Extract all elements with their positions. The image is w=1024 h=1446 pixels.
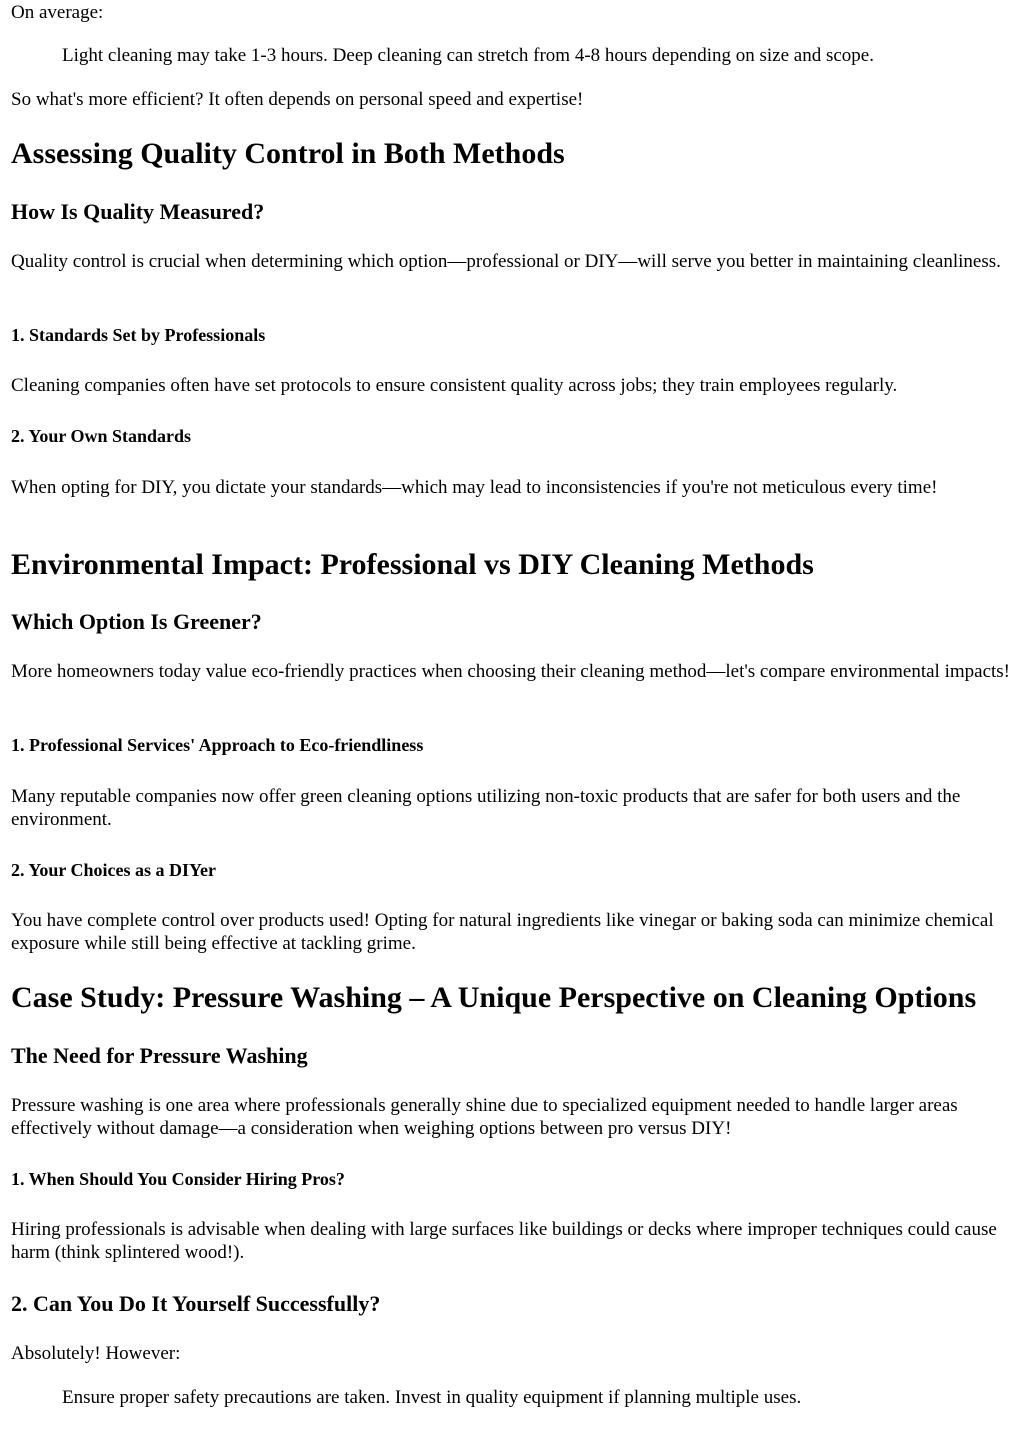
point-heading: 2. Your Own Standards [11, 426, 192, 446]
paragraph: Quality control is crucial when determining which option—professional or DIY—will serve you better in maintaining cleanliness. [11, 251, 1001, 272]
paragraph: Hiring professionals is advisable when dealing with large surfaces like buildings or decks where improper techniques could cause harm (think splintered wood!). [11, 1219, 997, 1263]
paragraph: So what's more efficient? It often depends on personal speed and expertise! [11, 89, 584, 110]
paragraph: You have complete control over products used! Opting for natural ingredients like vinegar or baking soda can minimize chemical exposure while still being effective at tackling grime. [11, 910, 994, 954]
paragraph: More homeowners today value eco-friendly practices when choosing their cleaning method—let's compare environmental impacts! [11, 661, 1011, 682]
blockquote: Ensure proper safety precautions are taken. Invest in quality equipment if planning multiple uses. [62, 1387, 802, 1408]
paragraph: When opting for DIY, you dictate your standards—which may lead to inconsistencies if you're not meticulous every time! [11, 477, 938, 498]
section-heading: Environmental Impact: Professional vs DIY Cleaning Methods [11, 548, 814, 581]
section-heading: Assessing Quality Control in Both Methods [11, 137, 565, 170]
paragraph: Many reputable companies now offer green cleaning options utilizing non-toxic products that are safer for both users and the environment. [11, 786, 961, 830]
point-heading: 2. Your Choices as a DIYer [11, 860, 216, 880]
point-heading: 1. When Should You Consider Hiring Pros? [11, 1169, 345, 1189]
section-heading: Case Study: Pressure Washing – A Unique Perspective on Cleaning Options [11, 981, 977, 1014]
subsection-heading: 2. Can You Do It Yourself Successfully? [11, 1291, 381, 1316]
paragraph: Pressure washing is one area where professionals generally shine due to specialized equipment needed to handle larger areas effectively without damage—a consideration when weighing options between pro versus DIY! [11, 1095, 958, 1139]
paragraph: Cleaning companies often have set protocols to ensure consistent quality across jobs; they train employees regularly. [11, 375, 898, 396]
subsection-heading: The Need for Pressure Washing [11, 1043, 308, 1068]
subsection-heading: Which Option Is Greener? [11, 609, 262, 634]
subsection-heading: How Is Quality Measured? [11, 199, 265, 224]
paragraph: Absolutely! However: [11, 1343, 181, 1364]
blockquote: Light cleaning may take 1-3 hours. Deep cleaning can stretch from 4-8 hours depending on size and scope. [62, 45, 874, 66]
point-heading: 1. Standards Set by Professionals [11, 325, 266, 345]
paragraph: On average: [11, 2, 104, 23]
point-heading: 1. Professional Services' Approach to Eco-friendliness [11, 735, 424, 755]
